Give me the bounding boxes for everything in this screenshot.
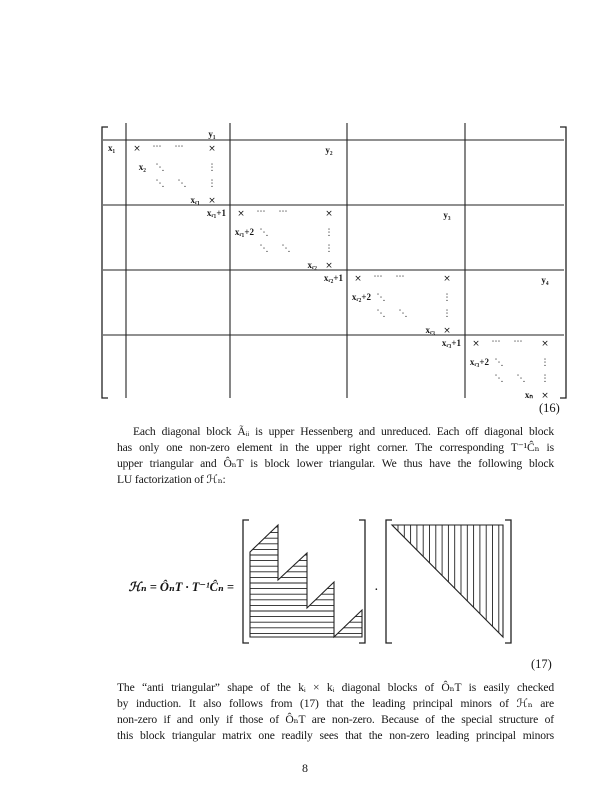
ddots: ⋱ xyxy=(376,309,386,319)
block-lower-triangular-shape xyxy=(250,525,362,637)
ddots: ⋱ xyxy=(494,374,504,384)
paragraph-2 xyxy=(117,680,554,744)
entry-x: × xyxy=(325,261,333,271)
vdots: ⋮ xyxy=(442,309,452,319)
row-label: xᵣ₂+2 xyxy=(351,292,371,302)
text-line: upper triangular and ÔₙT is block lower triangular. We thus have the following block xyxy=(117,457,554,470)
row-label: x₂ xyxy=(138,162,146,172)
entry-x: × xyxy=(208,144,216,154)
vdots: ⋮ xyxy=(324,228,334,238)
ddots: ⋱ xyxy=(376,293,386,303)
paragraph-1 xyxy=(117,424,554,488)
ddots: ⋱ xyxy=(259,244,269,254)
page-number: 8 xyxy=(302,761,308,775)
hdots: ⋯ xyxy=(256,207,266,217)
entry-x: × xyxy=(325,209,333,219)
column-label: y₁ xyxy=(208,129,216,139)
text-line: The “anti triangular” shape of the kᵢ × kᵢ diagonal blocks of ÔₙT is easily checked xyxy=(117,681,554,694)
vdots: ⋮ xyxy=(540,374,550,384)
row-label: xᵣ₁ xyxy=(190,195,200,205)
row-label: xᵣ₃+1 xyxy=(441,338,461,348)
lu-equation: ℋₙ = ÔₙT · T⁻¹Ĉₙ = xyxy=(128,580,234,594)
row-label: xᵣ₂+1 xyxy=(323,273,343,283)
hdots: ⋯ xyxy=(373,272,383,282)
ddots: ⋱ xyxy=(398,309,408,319)
ddots: ⋱ xyxy=(155,179,165,189)
row-label: xᵣ₂ xyxy=(307,260,317,270)
column-label: y₄ xyxy=(541,275,549,285)
text-line: non-zero if and only if those of ÔₙT are non-zero. Because of the special structure of xyxy=(117,713,554,726)
ddots: ⋱ xyxy=(155,163,165,173)
row-label: xₙ xyxy=(524,390,533,400)
equation-number-16: (16) xyxy=(539,401,560,415)
entry-x: × xyxy=(443,326,451,336)
column-label: y₃ xyxy=(443,210,451,220)
row-label: x₁ xyxy=(108,143,116,153)
entry-x: × xyxy=(208,196,216,206)
row-label: xᵣ₃ xyxy=(425,325,435,335)
horizontal-hatching xyxy=(248,527,364,633)
entry-x: × xyxy=(354,274,362,284)
left-bracket xyxy=(102,127,108,398)
ddots: ⋱ xyxy=(177,179,187,189)
ddots: ⋱ xyxy=(281,244,291,254)
column-label: y₂ xyxy=(325,145,333,155)
hdots: ⋯ xyxy=(152,142,162,152)
vdots: ⋮ xyxy=(540,358,550,368)
upper-triangular-shape xyxy=(392,525,503,637)
lower-factor-bracket xyxy=(243,520,365,643)
hdots: ⋯ xyxy=(513,337,523,347)
hdots: ⋯ xyxy=(278,207,288,217)
entry-x: × xyxy=(541,391,549,401)
text-line: by induction. It also follows from (17) that the leading principal minors of ℋₙ are xyxy=(117,697,554,710)
hdots: ⋯ xyxy=(395,272,405,282)
equation-number-17: (17) xyxy=(531,657,552,671)
ddots: ⋱ xyxy=(516,374,526,384)
text-line: has only one non-zero element in the upper right corner. The corresponding T⁻¹Ĉₙ is xyxy=(117,441,554,454)
vdots: ⋮ xyxy=(207,179,217,189)
right-bracket xyxy=(560,127,566,398)
entry-x: × xyxy=(237,209,245,219)
entry-x: × xyxy=(443,274,451,284)
row-label: xᵣ₃+2 xyxy=(469,357,489,367)
hdots: ⋯ xyxy=(491,337,501,347)
entry-x: × xyxy=(472,339,480,349)
product-dot: · xyxy=(374,583,379,598)
row-label: xᵣ₁+2 xyxy=(234,227,254,237)
entry-x: × xyxy=(133,144,141,154)
vdots: ⋮ xyxy=(442,293,452,303)
ddots: ⋱ xyxy=(494,358,504,368)
ddots: ⋱ xyxy=(259,228,269,238)
text-line: Each diagonal block Ãᵢᵢ is upper Hessenberg and unreduced. Each off diagonal block xyxy=(133,425,554,438)
row-label: xᵣ₁+1 xyxy=(206,208,226,218)
vdots: ⋮ xyxy=(324,244,334,254)
upper-factor-bracket xyxy=(386,520,511,643)
text-line: LU factorization of ℋₙ: xyxy=(117,473,226,486)
text-line: this block triangular matrix one readily sees that the non-zero leading principal minors xyxy=(117,729,554,742)
hdots: ⋯ xyxy=(174,142,184,152)
vdots: ⋮ xyxy=(207,163,217,173)
vertical-hatching xyxy=(398,523,499,640)
entry-x: × xyxy=(541,339,549,349)
